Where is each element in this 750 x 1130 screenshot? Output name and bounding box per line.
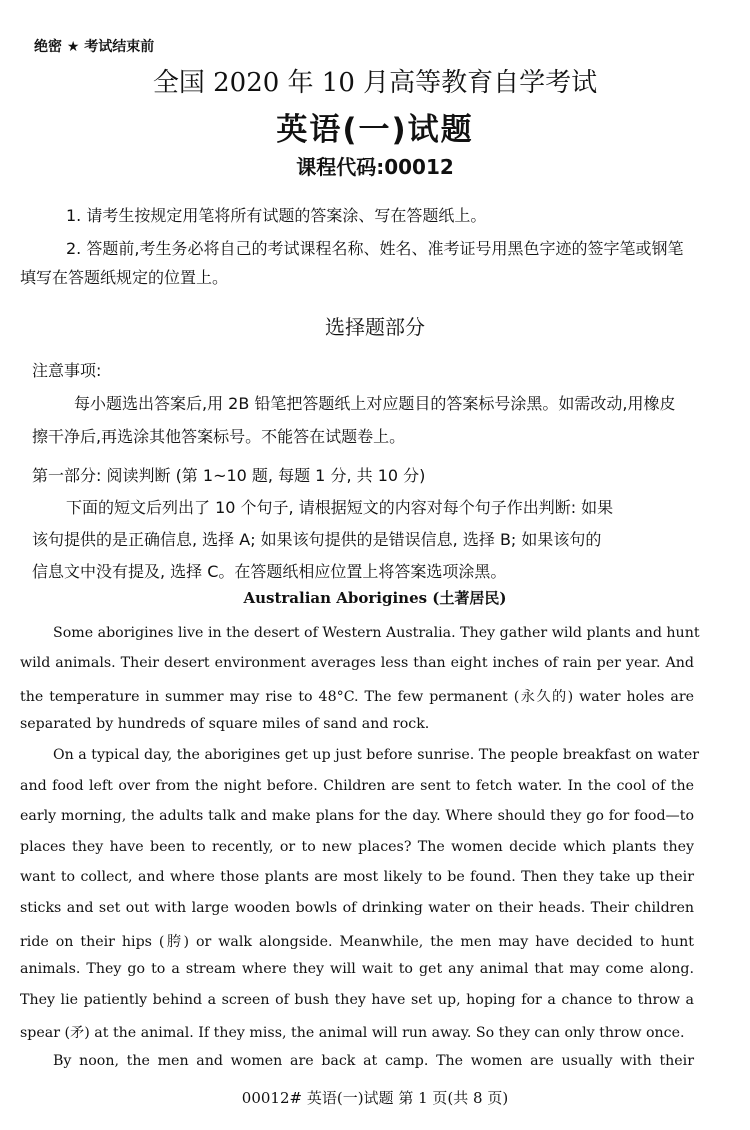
note-1: 1. 请考生按规定用笔将所有试题的答案涂、写在答题纸上。 — [66, 206, 487, 225]
article-title: Australian Aborigines (土著居民) — [243, 589, 507, 607]
article-line: On a typical day, the aborigines get up just before sunrise. The people breakfast on water — [53, 747, 700, 763]
attention-label: 注意事项: — [32, 361, 102, 380]
article-line: early morning, the adults talk and make plans for the day. Where should they go for food—to — [20, 808, 694, 824]
exam-title: 全国 2020 年 10 月高等教育自学考试 — [152, 68, 598, 98]
part1-instruction-line-2: 该句提供的是正确信息, 选择 A; 如果该句提供的是错误信息, 选择 B; 如果该句的 — [32, 530, 602, 549]
course-code: 课程代码:00012 — [296, 155, 454, 179]
subject-title: 英语(一)试题 — [276, 112, 474, 148]
part1-instruction-line-3: 信息文中没有提及, 选择 C。在答题纸相应位置上将答案选项涂黑。 — [32, 562, 507, 581]
article-line: ride on their hips (胯) or walk alongside. Meanwhile, the men may have decided to hunt — [20, 934, 694, 950]
note-2-line-2: 填写在答题纸规定的位置上。 — [20, 268, 229, 287]
attention-line-1: 每小题选出答案后,用 2B 铅笔把答题纸上对应题目的答案标号涂黑。如需改动,用橡皮 — [74, 394, 676, 413]
article-line: separated by hundreds of square miles of sand and rock. — [20, 716, 430, 732]
part1-heading: 第一部分: 阅读判断 (第 1~10 题, 每题 1 分, 共 10 分) — [32, 466, 426, 485]
article-line: By noon, the men and women are back at camp. The women are usually with their — [53, 1053, 694, 1069]
article-line: sticks and set out with large wooden bowls of drinking water on their heads. Their children — [20, 900, 694, 916]
note-2-line-1: 2. 答题前,考生务必将自己的考试课程名称、姓名、准考证号用黑色字迹的签字笔或钢笔 — [66, 239, 684, 258]
article-line: animals. They go to a stream where they will wait to get any animal that may come along. — [20, 961, 694, 977]
article-line: They lie patiently behind a screen of bush they have set up, hoping for a chance to throw a — [20, 992, 694, 1008]
article-line: the temperature in summer may rise to 48°C. The few permanent (永久的) water holes are — [20, 689, 694, 705]
article-line: wild animals. Their desert environment averages less than eight inches of rain per year. And — [20, 655, 694, 671]
article-line: spear (矛) at the animal. If they miss, the animal will run away. So they can only throw once. — [20, 1025, 685, 1041]
article-line: places they have been to recently, or to new places? The women decide which plants they — [20, 839, 694, 855]
article-line: and food left over from the night before. Children are sent to fetch water. In the cool of the — [20, 778, 694, 794]
page-footer: 00012# 英语(一)试题 第 1 页(共 8 页) — [241, 1089, 509, 1107]
part1-instruction-line-1: 下面的短文后列出了 10 个句子, 请根据短文的内容对每个句子作出判断: 如果 — [66, 498, 614, 517]
section-title: 选择题部分 — [325, 315, 425, 339]
article-line: Some aborigines live in the desert of Western Australia. They gather wild plants and hunt — [53, 625, 700, 641]
confidential-mark: 绝密 ★ 考试结束前 — [34, 39, 155, 55]
article-line: want to collect, and where those plants are most likely to be found. Then they take up their — [20, 869, 694, 885]
attention-line-2: 擦干净后,再选涂其他答案标号。不能答在试题卷上。 — [32, 427, 406, 446]
